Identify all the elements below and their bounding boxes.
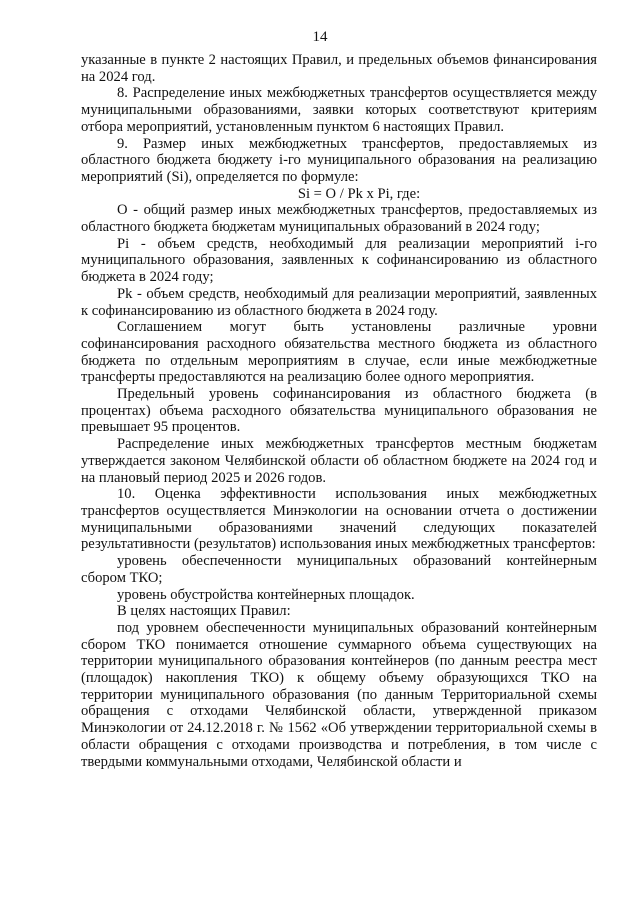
paragraph-indicator-1: уровень обеспеченности муниципальных образований контейнерным сбором ТКО; bbox=[81, 553, 597, 586]
paragraph-purposes: В целях настоящих Правил: bbox=[117, 603, 291, 620]
paragraph-distribution-law: Распределение иных межбюджетных трансфертов местным бюджетам утверждается законом Челябинской области об областном бюджете на 2024 год и на плановый период 2025 и 2026 годов. bbox=[81, 436, 597, 486]
paragraph-definition-pi: Pi - объем средств, необходимый для реализации мероприятий i-го муниципального образования, заявленных к софинансированию из областного бюджета в 2024 году; bbox=[81, 235, 597, 286]
paragraph-item-10: 10. Оценка эффективности использования иных межбюджетных трансфертов осуществляется Минэкологии на основании отчета о достижении муниципальными образованиями значений следующих показателей результативности (результатов) использования иных межбюджетных трансфертов: bbox=[81, 486, 597, 553]
paragraph-definition-coverage: под уровнем обеспеченности муниципальных образований контейнерным сбором ТКО понимается отношение суммарного объема существующих на территории муниципального образования контейнеров (по данным реестра мест (площадок) накопления ТКО) к общему объему образующихся ТКО на территории муниципального образования (по данным Территориальной схемы обращения с отходами Челябинской области, утвержденной приказом Минэкологии от 24.12.2018 г. № 1562 «Об утверждении территориальной схемы в области обращения с отходами производства и потребления, в том числе с твердыми коммунальными отходами, Челябинской области и bbox=[81, 619, 597, 770]
document-body bbox=[81, 52, 597, 770]
paragraph-definition-pk: Pk - объем средств, необходимый для реализации мероприятий, заявленных к софинансированию из областного бюджета в 2024 году. bbox=[81, 285, 597, 319]
paragraph-cofinancing-limit: Предельный уровень софинансирования из областного бюджета (в процентах) объема расходного обязательства муниципального образования не превышает 95 процентов. bbox=[81, 386, 597, 436]
paragraph-item-9: 9. Размер иных межбюджетных трансфертов, предоставляемых из областного бюджета бюджету i-го муниципального образования на реализацию мероприятий (Si), определяется по формуле: bbox=[81, 135, 597, 185]
page-number: 14 bbox=[312, 29, 328, 45]
paragraph-cofinancing-levels: Соглашением могут быть установлены различные уровни софинансирования расходного обязательства местного бюджета из областного бюджета по отдельным мероприятиям в случае, если иные межбюджетные трансферты предоставляются на реализацию более одного мероприятия. bbox=[81, 319, 597, 386]
paragraph-indicator-2: уровень обустройства контейнерных площадок. bbox=[117, 586, 415, 603]
paragraph-continuation: указанные в пункте 2 настоящих Правил, и предельных объемов финансирования на 2024 год. bbox=[81, 52, 597, 85]
paragraph-item-8: 8. Распределение иных межбюджетных трансфертов осуществляется между муниципальными образованиями, заявки которых соответствуют критериям отбора мероприятий, установленным пунктом 6 настоящих Правил. bbox=[81, 85, 597, 135]
formula: Si = O / Pk x Pi, где: bbox=[297, 185, 421, 202]
paragraph-definition-o: O - общий размер иных межбюджетных трансфертов, предоставляемых из областного бюджета бюджетам муниципальных образований в 2024 году; bbox=[81, 202, 597, 236]
